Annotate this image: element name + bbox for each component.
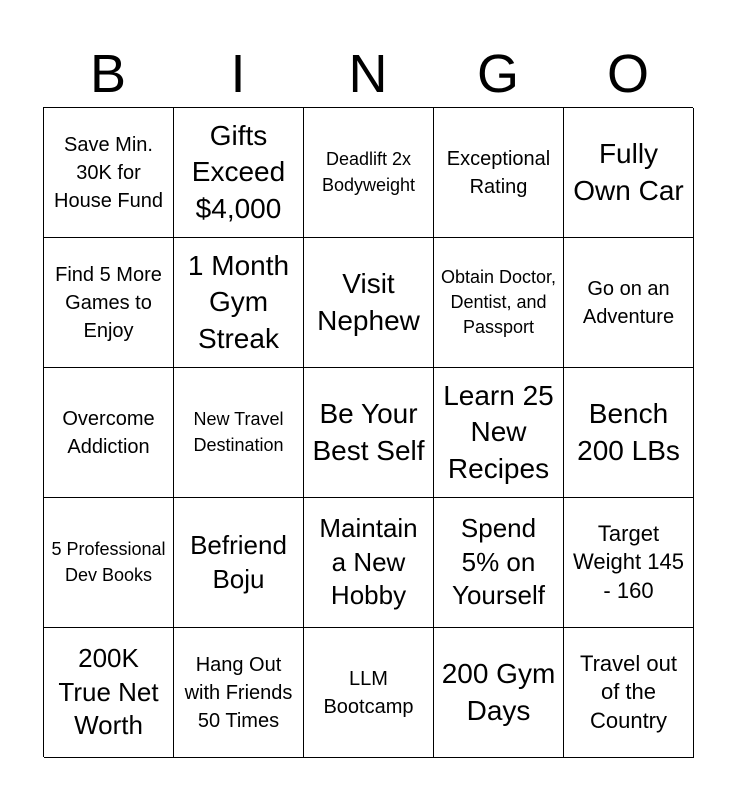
header-letter-o: O [606,44,649,104]
bingo-cell[interactable]: Spend 5% on Yourself [434,498,564,628]
bingo-cell[interactable]: Find 5 More Games to Enjoy [44,238,174,368]
bingo-cell[interactable]: 5 Professional Dev Books [44,498,174,628]
bingo-cell[interactable]: 1 Month Gym Streak [174,238,304,368]
bingo-cell[interactable]: Fully Own Car [564,108,694,238]
bingo-cell[interactable]: Be Your Best Self [304,368,434,498]
header-letter-i: I [230,44,246,104]
bingo-cell[interactable]: Gifts Exceed $4,000 [174,108,304,238]
bingo-cell[interactable]: Go on an Adventure [564,238,694,368]
header-letter-b: B [89,44,127,104]
bingo-cell[interactable]: Maintain a New Hobby [304,498,434,628]
bingo-cell[interactable]: Save Min. 30K for House Fund [44,108,174,238]
bingo-cell[interactable]: Befriend Boju [174,498,304,628]
bingo-cell[interactable]: 200 Gym Days [434,628,564,758]
bingo-cell[interactable]: Visit Nephew [304,238,434,368]
bingo-cell[interactable]: Target Weight 145 - 160 [564,498,694,628]
header-letter-n: N [348,44,388,104]
bingo-cell[interactable]: 200K True Net Worth [44,628,174,758]
bingo-cell[interactable]: Obtain Doctor, Dentist, and Passport [434,238,564,368]
bingo-header [43,40,693,108]
bingo-cell[interactable]: New Travel Destination [174,368,304,498]
bingo-cell[interactable]: Hang Out with Friends 50 Times [174,628,304,758]
bingo-board [43,107,693,757]
bingo-cell[interactable]: LLM Bootcamp [304,628,434,758]
header-letter-g: G [476,44,519,104]
bingo-cell[interactable]: Learn 25 New Recipes [434,368,564,498]
bingo-cell[interactable]: Exceptional Rating [434,108,564,238]
bingo-cell[interactable]: Deadlift 2x Bodyweight [304,108,434,238]
bingo-cell[interactable]: Travel out of the Country [564,628,694,758]
bingo-cell[interactable]: Bench 200 LBs [564,368,694,498]
bingo-cell[interactable]: Overcome Addiction [44,368,174,498]
